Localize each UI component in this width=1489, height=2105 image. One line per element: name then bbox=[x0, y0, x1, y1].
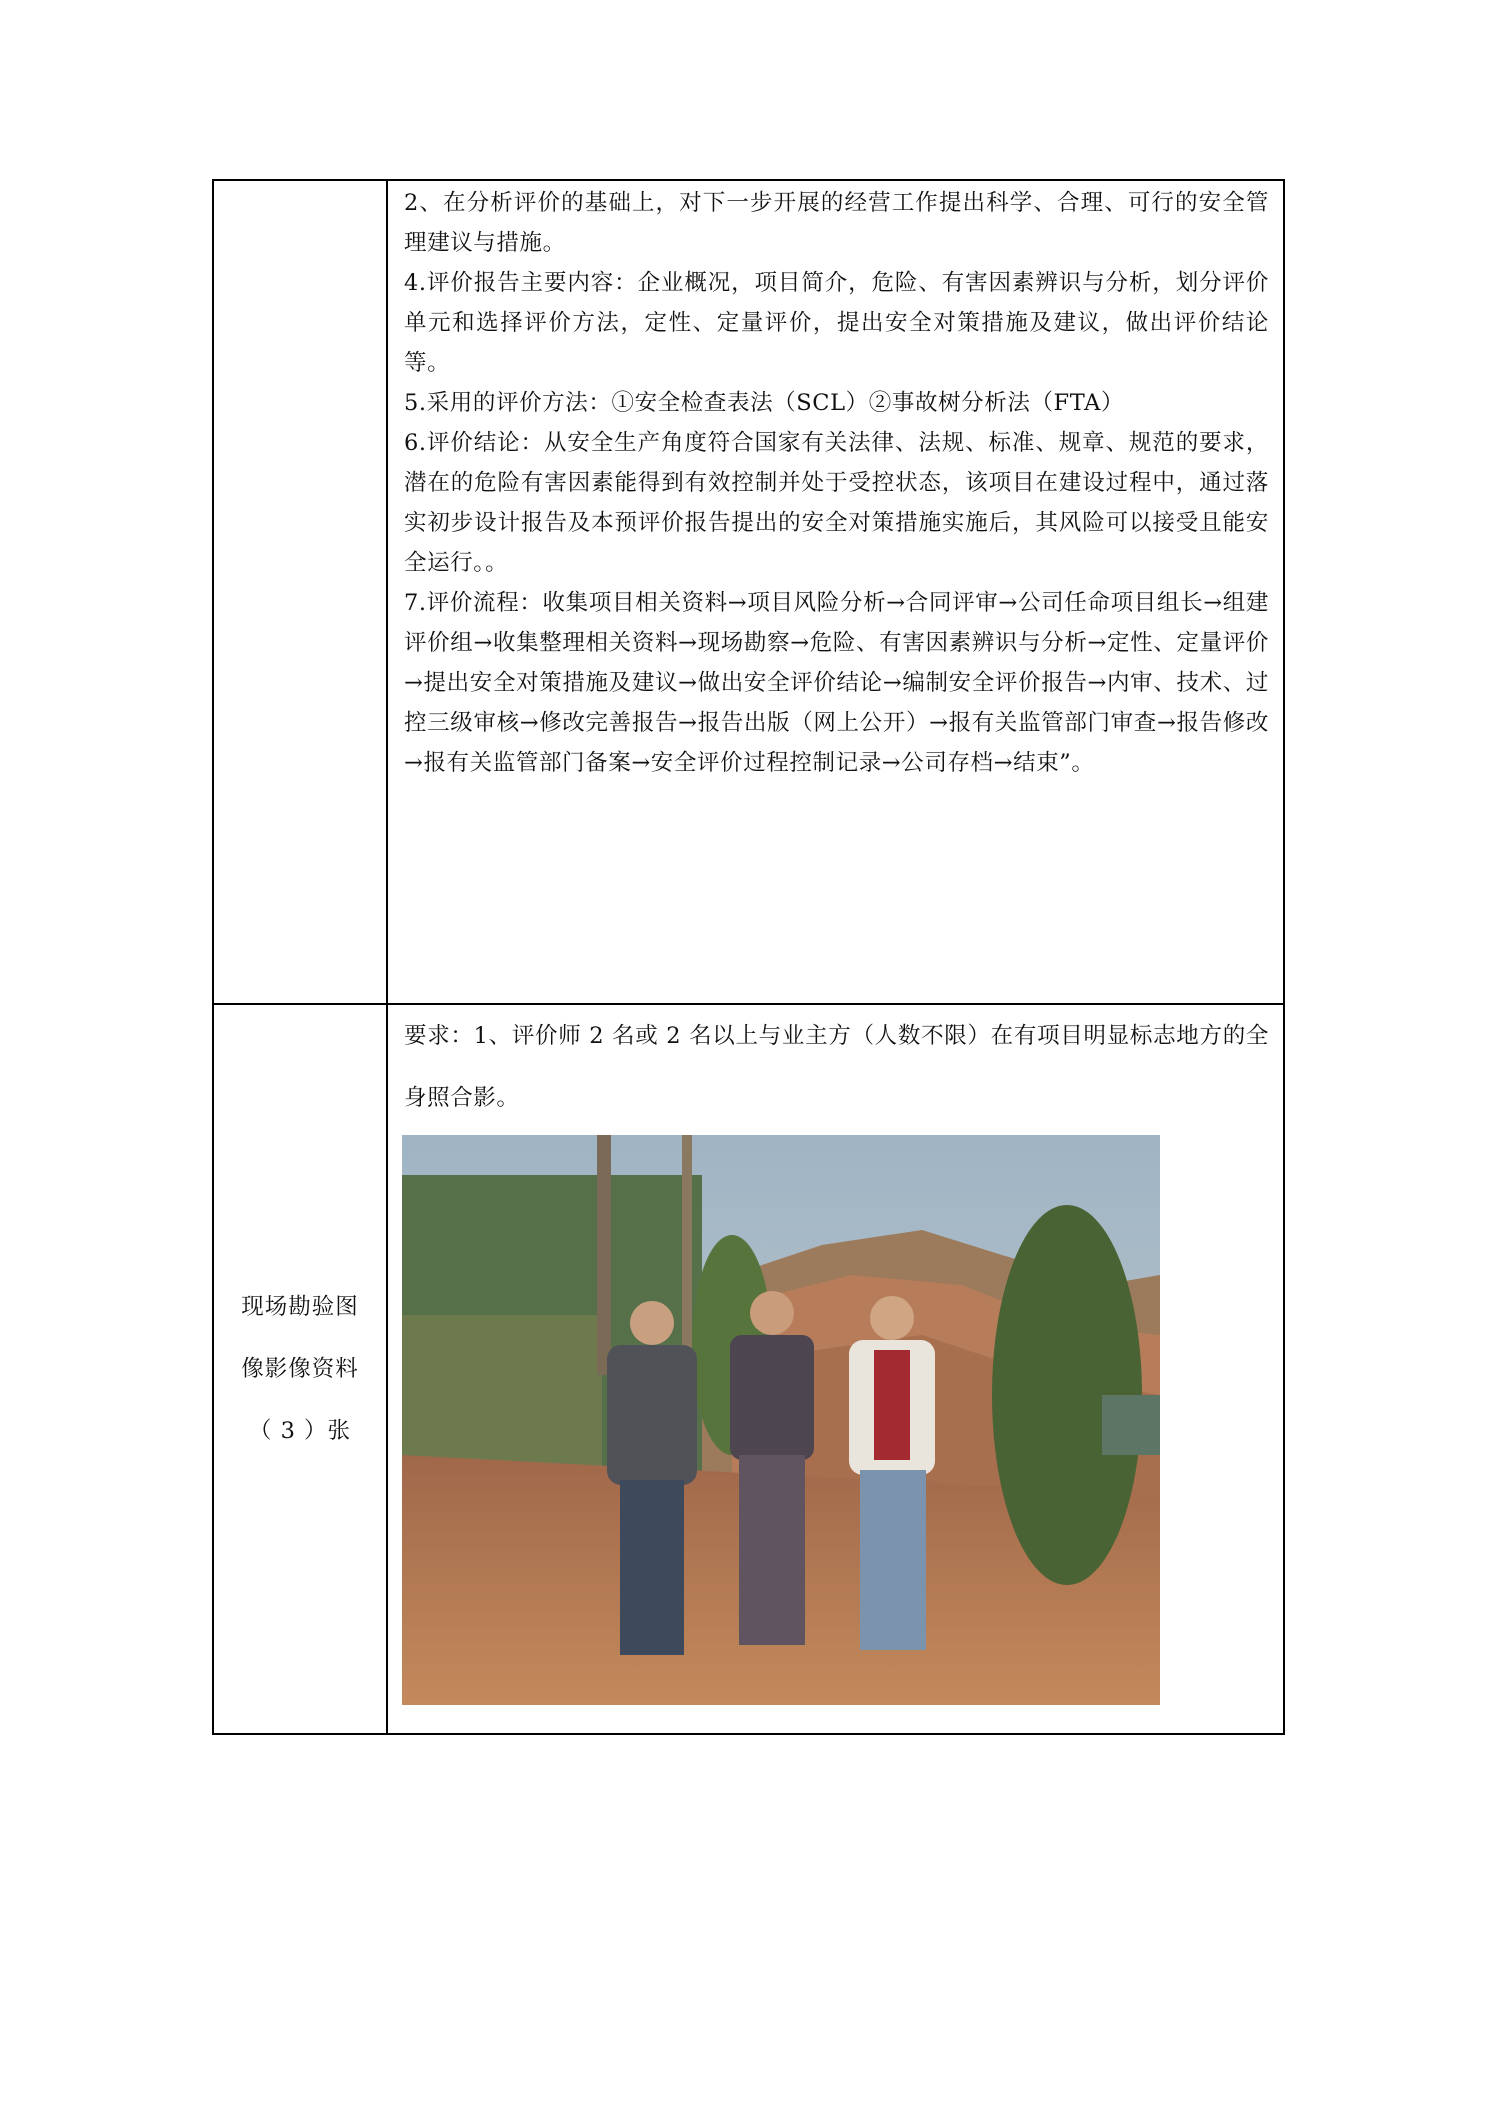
paragraph-report-contents: 4.评价报告主要内容：企业概况，项目简介，危险、有害因素辨识与分析，划分评价单元和选择评价方法，定性、定量评价，提出安全对策措施及建议，做出评价结论等。 bbox=[404, 270, 1269, 376]
person-left-legs bbox=[620, 1480, 684, 1655]
tree-trunk bbox=[682, 1135, 692, 1355]
person-left-head bbox=[630, 1301, 674, 1345]
person-right-head bbox=[870, 1296, 914, 1340]
paragraph-evaluation-methods: 5.采用的评价方法：①安全检查表法（SCL）②事故树分析法（FTA） bbox=[404, 390, 1125, 416]
label-line: （ 3 ）张 bbox=[248, 1418, 352, 1444]
person-right-legs bbox=[860, 1470, 926, 1650]
shed bbox=[1102, 1395, 1160, 1455]
site-photo-label-cell bbox=[213, 1004, 387, 1734]
site-photo-label bbox=[241, 1276, 359, 1462]
label-wrapper bbox=[214, 1005, 386, 1733]
table-row bbox=[213, 180, 1284, 1004]
process-content-cell bbox=[387, 180, 1284, 1004]
person-center-legs bbox=[739, 1455, 805, 1645]
label-line: 现场勘验图 bbox=[241, 1294, 359, 1320]
photo-requirement-text: 要求：1、评价师 2 名或 2 名以上与业主方（人数不限）在有项目明显标志地方的全身照合影。 bbox=[404, 1023, 1269, 1111]
site-group-photo bbox=[402, 1135, 1160, 1705]
person-right-shirt bbox=[874, 1350, 910, 1460]
person-center-head bbox=[750, 1291, 794, 1335]
person-center-jacket bbox=[730, 1335, 814, 1460]
label-line: 像影像资料 bbox=[241, 1356, 359, 1382]
tree-trunk bbox=[597, 1135, 611, 1375]
paragraph-evaluation-process: 7.评价流程：收集项目相关资料→项目风险分析→合同评审→公司任命项目组长→组建评价组→收集整理相关资料→现场勘察→危险、有害因素辨识与分析→定性、定量评价→提出安全对策措施及建议→做出安全评价结论→编制安全评价报告→内审、技术、过控三级审核→修改完善报告→报告出版（网上公开）→报有关监管部门审查→报告修改→报有关监管部门备案→安全评价过程控制记录→公司存档→结束”。 bbox=[404, 590, 1269, 776]
evaluation-form-table bbox=[212, 179, 1285, 1735]
empty-label-cell bbox=[213, 180, 387, 1004]
paragraph-evaluation-conclusion: 6.评价结论：从安全生产角度符合国家有关法律、法规、标准、规章、规范的要求，潜在的危险有害因素能得到有效控制并处于受控状态，该项目在建设过程中，通过落实初步设计报告及本预评价报告提出的安全对策措施实施后，其风险可以接受且能安全运行。。 bbox=[404, 430, 1269, 576]
site-photo-content-cell bbox=[387, 1004, 1284, 1734]
paragraph-safety-suggestion: 2、在分析评价的基础上，对下一步开展的经营工作提出科学、合理、可行的安全管理建议与措施。 bbox=[404, 190, 1269, 256]
table-row bbox=[213, 1004, 1284, 1734]
person-left-jacket bbox=[607, 1345, 697, 1485]
